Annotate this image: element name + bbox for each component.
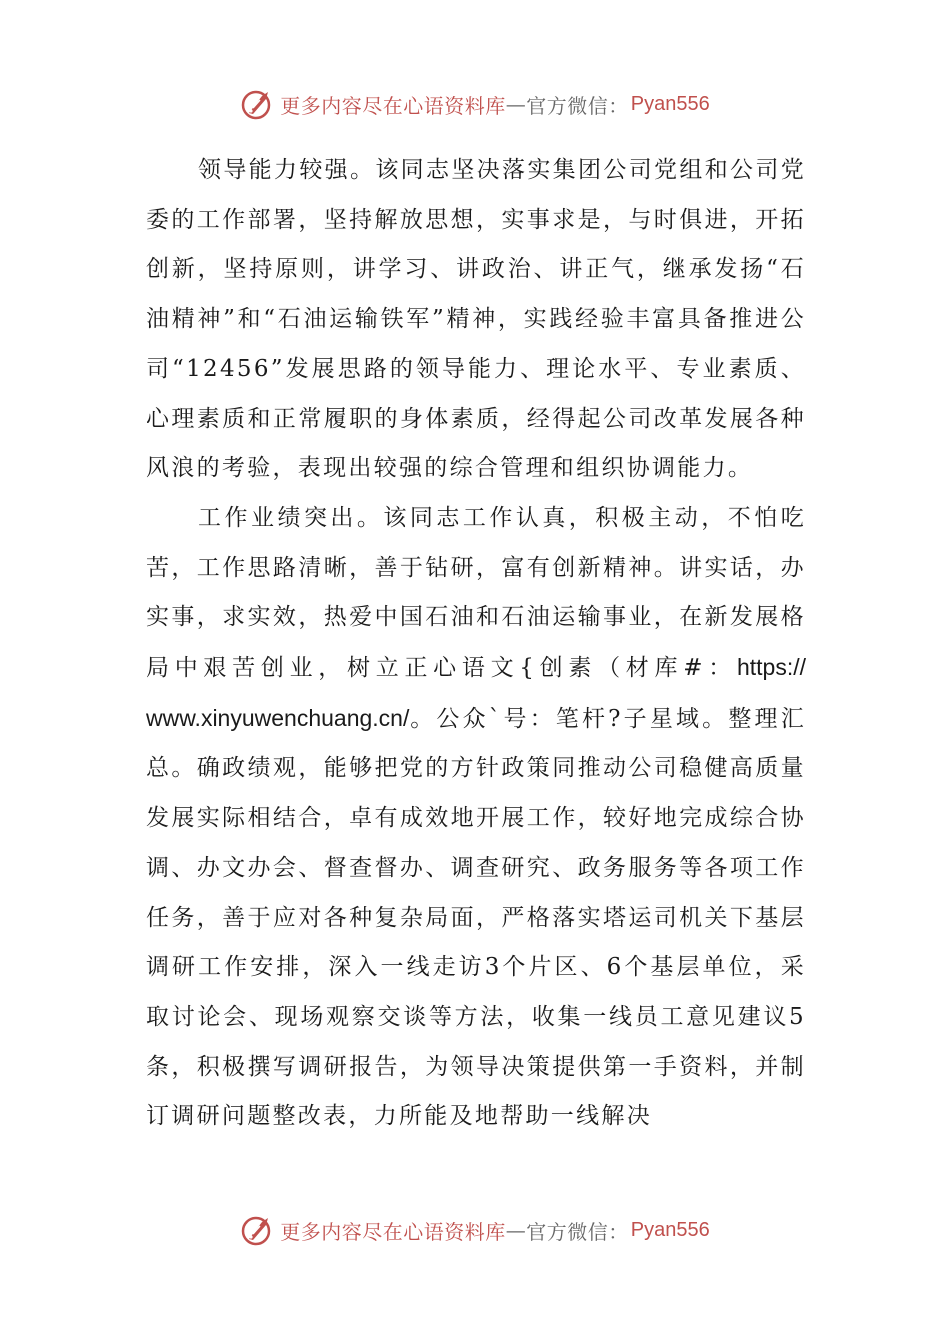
header-banner	[0, 84, 950, 124]
header-wechat-id: Pyan556	[630, 92, 710, 115]
paragraph-performance	[146, 494, 806, 1142]
pen-nib-logo-icon	[240, 1212, 276, 1248]
document-body	[146, 146, 806, 1142]
footer-wechat-id: Pyan556	[630, 1218, 710, 1241]
header-site-text: 更多内容尽在心语资料库	[280, 93, 506, 118]
paragraph-performance-part-a: 工作业绩突出。该同志工作认真，积极主动，不怕吃苦，工作思路清晰，善于钻研，富有创新精神。讲实话，办实事，求实效，热爱中国石油和石油运输事业，在新发展格局中艰苦创业，树立正心语文{创素（材库#：	[146, 504, 806, 682]
header-dash: —	[505, 92, 527, 116]
footer-banner	[0, 1210, 950, 1250]
footer-dash: —	[505, 1218, 527, 1242]
paragraph-performance-part-b: 。公众`号：笔杆?子星域。整理汇总。确政绩观，能够把党的方针政策同推动公司稳健高质量发展实际相结合，卓有成效地开展工作，较好地完成综合协调、办文办会、督查督办、调查研究、政务服务等各项工作任务，善于应对各种复杂局面，严格落实塔运司机关下基层调研工作安排，深入一线走访3个片区、6个基层单位，采取讨论会、现场观察交谈等方法，收集一线员工意见建议5条，积极撰写调研报告，为领导决策提供第一手资料，并制订调研问题整改表，力所能及地帮助一线解决	[146, 705, 806, 1130]
header-wechat-label: 官方微信：	[526, 93, 629, 118]
website-url: https:// www.xinyuwenchuang.cn/	[146, 654, 806, 731]
pen-nib-logo-icon	[240, 86, 276, 122]
paragraph-leadership: 领导能力较强。该同志坚决落实集团公司党组和公司党委的工作部署，坚持解放思想，实事求是，与时俱进，开拓创新，坚持原则，讲学习、讲政治、讲正气，继承发扬“石油精神”和“石油运输铁军”精神，实践经验丰富具备推进公司“12456”发展思路的领导能力、理论水平、专业素质、心理素质和正常履职的身体素质，经得起公司改革发展各种风浪的考验，表现出较强的综合管理和组织协调能力。	[146, 157, 806, 482]
footer-wechat-label: 官方微信：	[526, 1219, 629, 1244]
footer-site-text: 更多内容尽在心语资料库	[280, 1219, 506, 1244]
